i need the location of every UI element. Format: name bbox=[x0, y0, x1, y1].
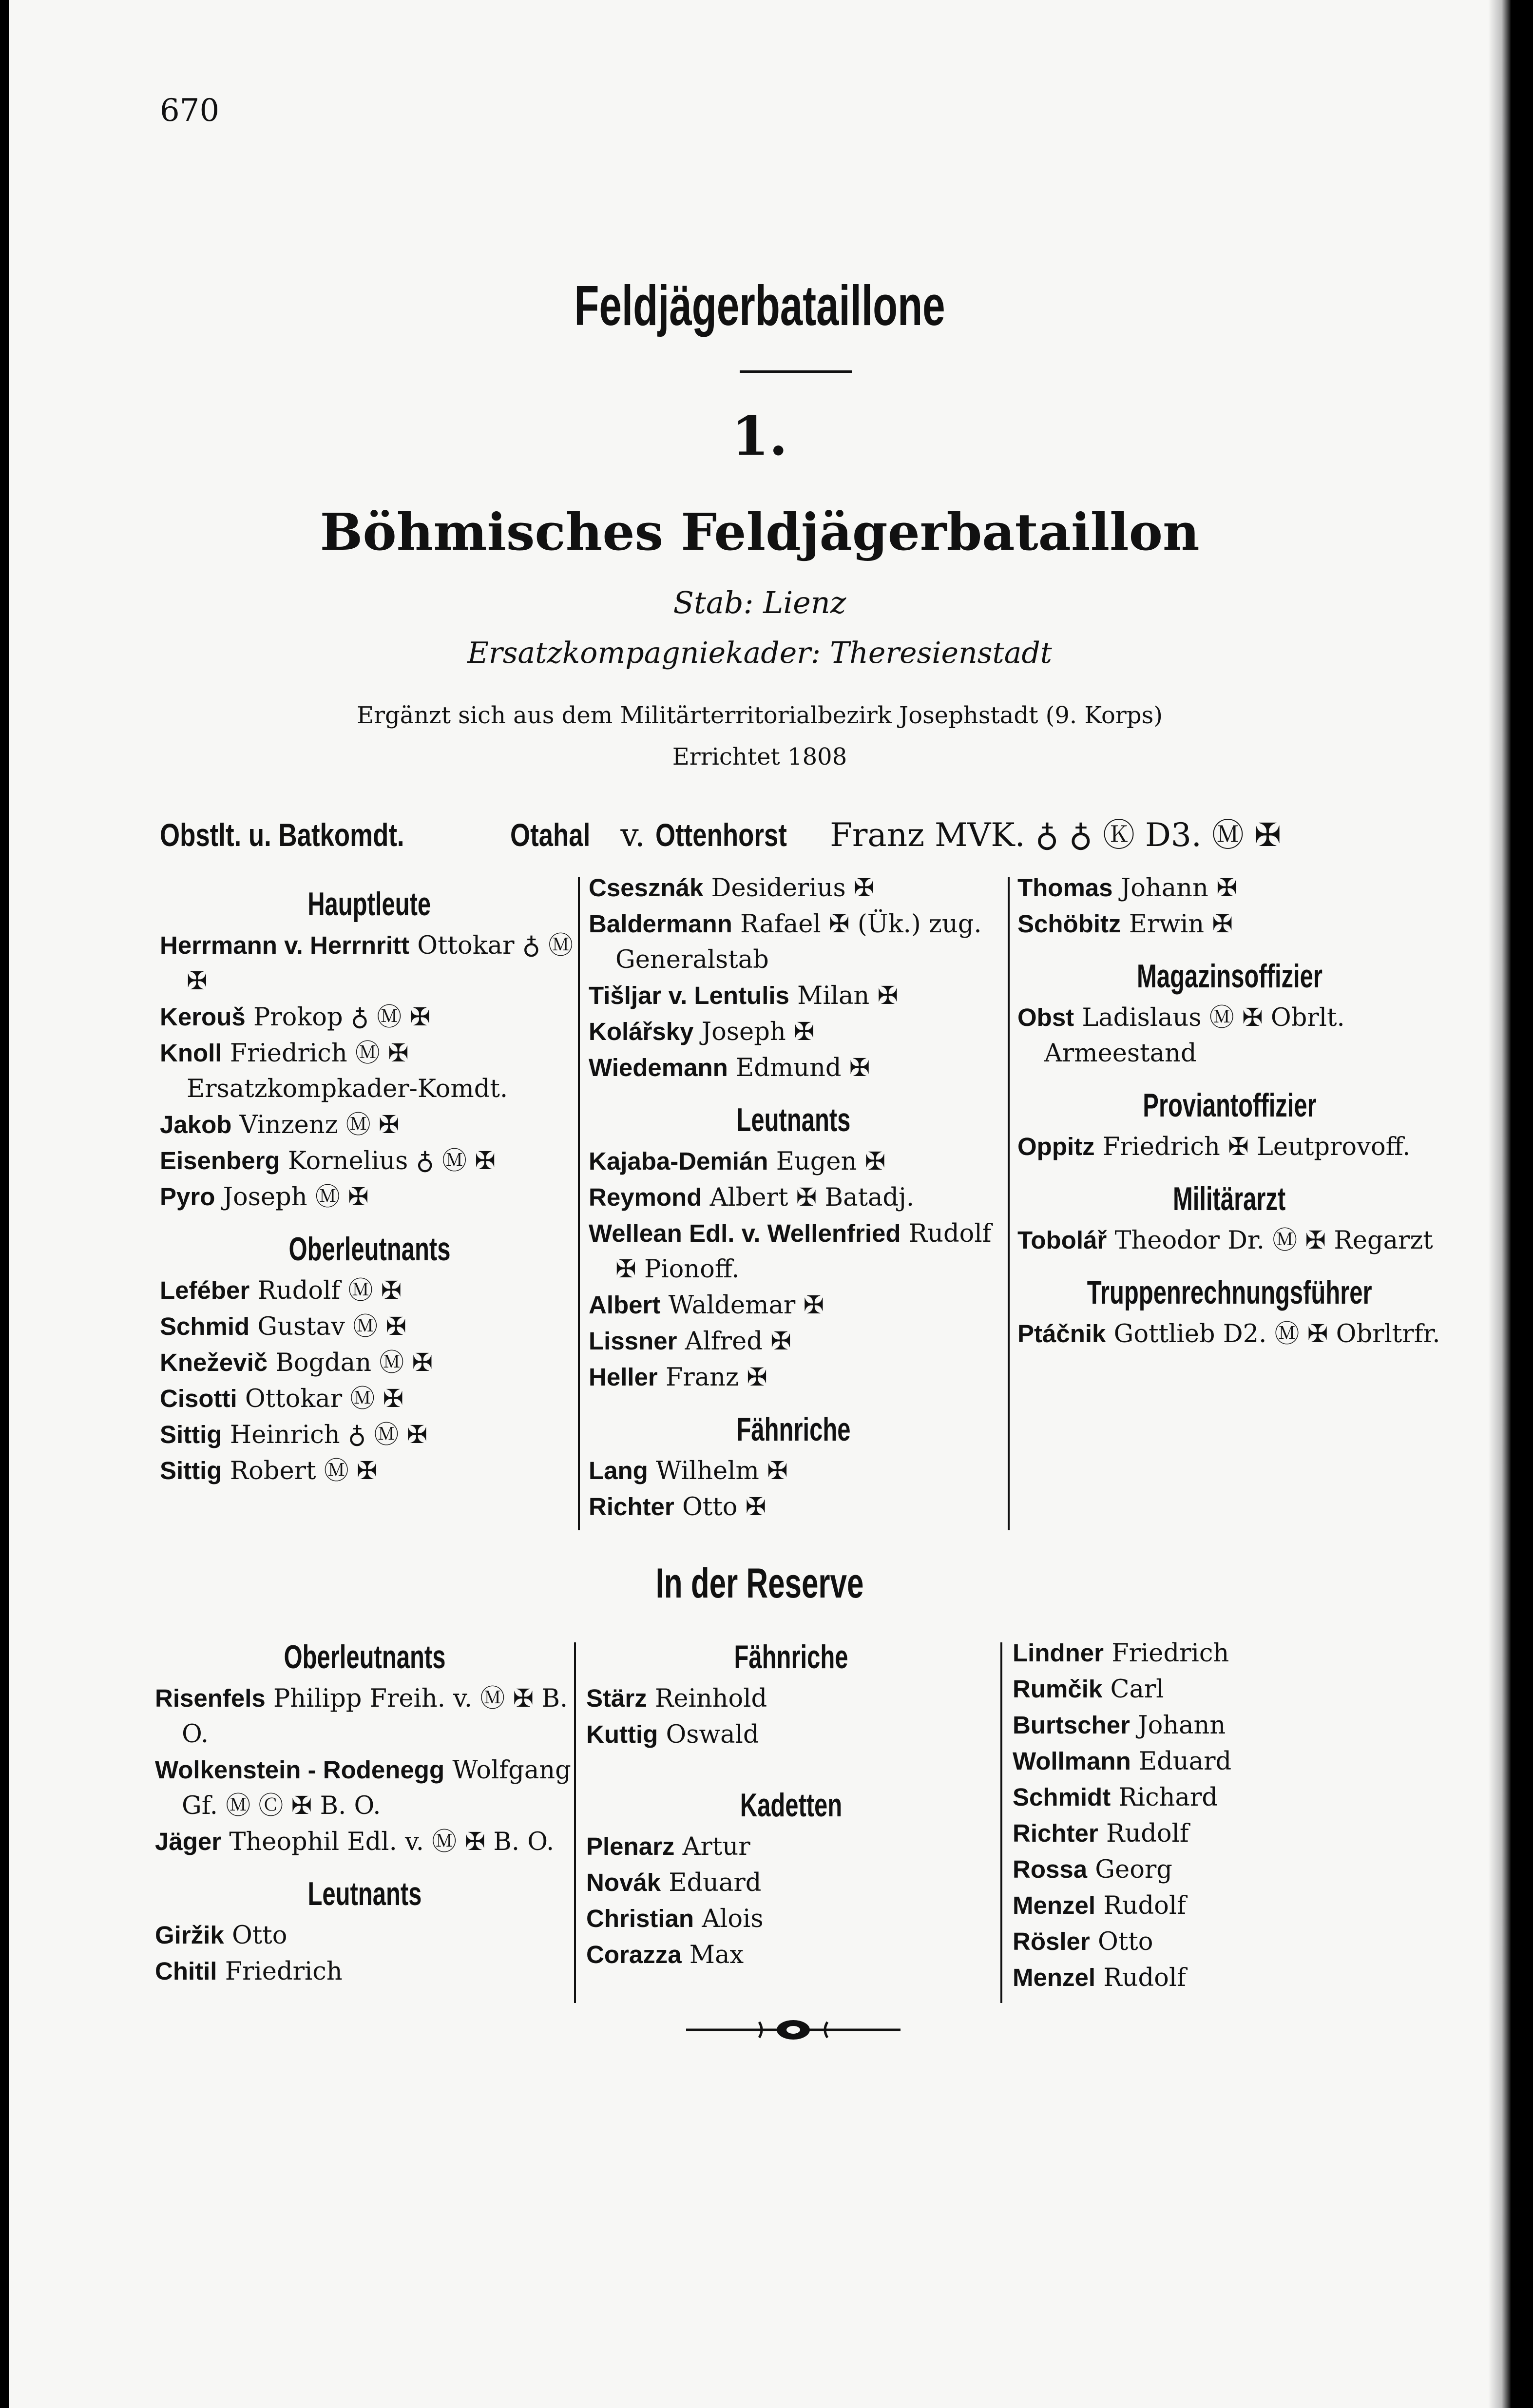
entry-details: Ottokar Ⓜ ✠ bbox=[245, 1385, 404, 1413]
entry-surname: Heller bbox=[589, 1363, 658, 1391]
entry-details: Erwin ✠ bbox=[1129, 910, 1233, 939]
staff-line: Stab: Lienz bbox=[673, 585, 846, 620]
entry bbox=[155, 1824, 574, 1860]
entry-details: Alois bbox=[702, 1905, 764, 1933]
entry-details: Rudolf ✠ Pionoff. bbox=[615, 1219, 992, 1284]
entry bbox=[155, 1917, 574, 1953]
scanned-page bbox=[9, 0, 1511, 2408]
lieutenants-list bbox=[589, 1143, 998, 1395]
entry-details: Joseph ✠ bbox=[701, 1018, 815, 1046]
battalion-name: Böhmisches Feldjägerbataillon bbox=[320, 502, 1200, 562]
entry-details: Artur bbox=[682, 1832, 750, 1861]
entry-surname: Schmidt bbox=[1013, 1783, 1111, 1811]
entry-details: Eduard bbox=[1138, 1747, 1232, 1776]
entry-surname: Novák bbox=[586, 1869, 661, 1896]
entry bbox=[589, 1287, 998, 1323]
magazine-officer-list bbox=[1017, 1000, 1441, 1071]
entry-details: Milan ✠ bbox=[797, 982, 899, 1010]
commander-line bbox=[160, 809, 1437, 855]
entry-details: Friedrich Ⓜ ✠ Ersatzkompkader-Komdt. bbox=[187, 1039, 508, 1103]
captains-list bbox=[160, 927, 579, 1215]
entry-surname: Kneževič bbox=[160, 1348, 268, 1376]
entry-surname: Schöbitz bbox=[1017, 910, 1121, 938]
entry-details: Oswald bbox=[666, 1720, 759, 1749]
entry bbox=[589, 1179, 998, 1215]
entry-details: Gottlieb D2. Ⓜ ✠ Obrltrfr. bbox=[1113, 1320, 1440, 1348]
reserve-first-lieutenants-list bbox=[155, 1680, 574, 1860]
first-lieutenants-cont-list bbox=[589, 870, 998, 1086]
reserve-cadets-cont-list bbox=[1013, 1635, 1432, 1996]
entry bbox=[589, 1050, 998, 1086]
entry bbox=[1013, 1779, 1432, 1815]
entry-details: Johann bbox=[1138, 1711, 1226, 1740]
entry bbox=[155, 1752, 574, 1824]
entry-surname: Albert bbox=[589, 1291, 661, 1319]
reserve-column-3 bbox=[1013, 1635, 1432, 1996]
entry-surname: Sittig bbox=[160, 1421, 222, 1448]
commander-rank: Obstlt. u. Batkomdt. bbox=[160, 817, 404, 853]
entry-details: Rudolf Ⓜ ✠ bbox=[257, 1276, 402, 1305]
entry-surname: Wiedemann bbox=[589, 1054, 728, 1081]
entry-surname: Wolkenstein - Rodenegg bbox=[155, 1756, 445, 1784]
entry bbox=[586, 1829, 996, 1865]
entry-surname: Kerouš bbox=[160, 1003, 246, 1031]
entry-surname: Tišljar v. Lentulis bbox=[589, 982, 789, 1009]
entry bbox=[160, 1035, 579, 1107]
entry-details: Gustav Ⓜ ✠ bbox=[257, 1312, 407, 1341]
entry-surname: Menzel bbox=[1013, 1891, 1096, 1919]
entry bbox=[1017, 870, 1441, 906]
entry bbox=[155, 1680, 574, 1752]
heading-magazine-officer: Magazinsoffizier bbox=[1136, 958, 1322, 995]
column-divider bbox=[1008, 877, 1010, 1530]
entry bbox=[589, 1143, 998, 1179]
ensigns-list bbox=[589, 1453, 998, 1525]
entry-surname: Christian bbox=[586, 1905, 694, 1932]
entry-surname: Herrmann v. Herrnritt bbox=[160, 931, 410, 959]
entry bbox=[589, 978, 998, 1014]
entry-details: Rudolf bbox=[1103, 1891, 1187, 1920]
entry bbox=[586, 1680, 996, 1716]
entry-details: Edmund ✠ bbox=[735, 1054, 870, 1082]
entry-surname: Tobolář bbox=[1017, 1226, 1107, 1254]
entry-details: Max bbox=[689, 1941, 744, 1969]
replacement-cadre-line: Ersatzkompagniekader: Theresienstadt bbox=[467, 636, 1052, 670]
entry-surname: Ptáčnik bbox=[1017, 1320, 1106, 1348]
paymaster-list bbox=[1017, 1316, 1441, 1352]
military-doctor-list bbox=[1017, 1222, 1441, 1258]
entry-surname: Richter bbox=[1013, 1819, 1098, 1847]
entry-details: Otto ✠ bbox=[682, 1493, 766, 1522]
entry bbox=[160, 1107, 579, 1143]
entry-details: Friedrich bbox=[225, 1957, 343, 1986]
reserve-column-1 bbox=[155, 1623, 574, 1989]
entry-surname: Richter bbox=[589, 1493, 674, 1521]
provisions-officer-list bbox=[1017, 1129, 1441, 1165]
heading-paymaster: Truppenrechnungsführer bbox=[1087, 1274, 1372, 1311]
column-3 bbox=[1017, 870, 1441, 1352]
entry-surname: Risenfels bbox=[155, 1684, 266, 1712]
heading-military-doctor: Militärarzt bbox=[1173, 1180, 1286, 1217]
entry-surname: Chitil bbox=[155, 1957, 217, 1985]
heading-lieutenants: Leutnants bbox=[736, 1101, 850, 1138]
entry-surname: Obst bbox=[1017, 1003, 1074, 1031]
entry-details: Theophil Edl. v. Ⓜ ✠ B. O. bbox=[229, 1828, 555, 1856]
entry-details: Richard bbox=[1118, 1783, 1218, 1812]
entry-details: Waldemar ✠ bbox=[668, 1291, 824, 1320]
entry bbox=[586, 1716, 996, 1753]
entry-surname: Plenarz bbox=[586, 1832, 675, 1860]
entry bbox=[160, 1381, 579, 1417]
entry bbox=[586, 1865, 996, 1901]
reserve-heading-first-lieutenants: Oberleutnants bbox=[284, 1638, 445, 1676]
commander-decorations: MVK. ♁ ♁ Ⓚ D3. Ⓜ ✠ bbox=[935, 816, 1282, 854]
entry-surname: Csesznák bbox=[589, 874, 704, 902]
entry-surname: Lissner bbox=[589, 1327, 677, 1355]
reserve-heading-ensigns: Fähnriche bbox=[734, 1638, 848, 1676]
entry bbox=[1013, 1743, 1432, 1779]
column-divider bbox=[578, 877, 580, 1530]
entry-surname: Thomas bbox=[1017, 874, 1113, 902]
entry bbox=[589, 1323, 998, 1359]
entry bbox=[160, 1417, 579, 1453]
entry-surname: Oppitz bbox=[1017, 1133, 1095, 1160]
entry-surname: Corazza bbox=[586, 1941, 682, 1968]
title-rule bbox=[740, 370, 852, 373]
entry-surname: Pyro bbox=[160, 1183, 215, 1211]
entry-details: Carl bbox=[1110, 1675, 1164, 1704]
entry-surname: Eisenberg bbox=[160, 1147, 280, 1175]
entry-details: Robert Ⓜ ✠ bbox=[230, 1457, 378, 1485]
entry-details: Rafael ✠ (Ük.) zug. Generalstab bbox=[615, 910, 982, 974]
entry-surname: Burtscher bbox=[1013, 1711, 1130, 1739]
entry bbox=[1013, 1707, 1432, 1743]
entry-details: Wolfgang Gf. Ⓜ Ⓒ ✠ B. O. bbox=[182, 1756, 571, 1820]
entry bbox=[589, 1489, 998, 1525]
entry-surname: Jäger bbox=[155, 1828, 222, 1855]
entry bbox=[160, 1272, 579, 1309]
entry-surname: Rossa bbox=[1013, 1855, 1088, 1883]
entry-surname: Wellean Edl. v. Wellenfried bbox=[589, 1219, 901, 1247]
entry-surname: Rumčik bbox=[1013, 1675, 1103, 1703]
reserve-column-2 bbox=[586, 1623, 996, 1973]
heading-provisions-officer: Proviantoffizier bbox=[1142, 1087, 1317, 1124]
entry-surname: Knoll bbox=[160, 1039, 222, 1067]
page-title: Feldjägerbataillone bbox=[574, 274, 945, 337]
entry bbox=[160, 1345, 579, 1381]
entry-surname: Leféber bbox=[160, 1276, 250, 1304]
commander-particle: v. bbox=[620, 816, 645, 854]
entry bbox=[1017, 1000, 1441, 1071]
entry bbox=[160, 1179, 579, 1215]
entry-details: Otto bbox=[1097, 1927, 1153, 1956]
entry bbox=[1013, 1815, 1432, 1851]
entry-surname: Sittig bbox=[160, 1457, 222, 1484]
entry-details: Friedrich ✠ Leutprovoff. bbox=[1102, 1133, 1411, 1161]
entry-details: Prokop ♁ Ⓜ ✠ bbox=[253, 1003, 431, 1032]
entry bbox=[1013, 1924, 1432, 1960]
heading-captains: Hauptleute bbox=[307, 886, 431, 923]
entry bbox=[589, 1014, 998, 1050]
entry bbox=[1017, 1222, 1441, 1258]
entry-details: Franz ✠ bbox=[665, 1363, 767, 1392]
entry-details: Rudolf bbox=[1103, 1964, 1187, 1992]
entry-surname: Wollmann bbox=[1013, 1747, 1131, 1775]
entry bbox=[1013, 1671, 1432, 1707]
entry-details: Otto bbox=[231, 1921, 287, 1950]
entry-surname: Menzel bbox=[1013, 1964, 1096, 1991]
entry bbox=[155, 1953, 574, 1989]
reserve-heading-lieutenants: Leutnants bbox=[307, 1875, 422, 1912]
entry bbox=[160, 1309, 579, 1345]
column-2 bbox=[589, 870, 998, 1525]
heading-first-lieutenants: Oberleutnants bbox=[288, 1231, 450, 1268]
entry-surname: Cisotti bbox=[160, 1385, 237, 1412]
commander-surname: Otahal bbox=[510, 817, 591, 853]
entry-surname: Stärz bbox=[586, 1684, 647, 1712]
entry bbox=[1013, 1960, 1432, 1996]
entry bbox=[586, 1937, 996, 1973]
entry-surname: Baldermann bbox=[589, 910, 732, 938]
entry-details: Heinrich ♁ Ⓜ ✠ bbox=[230, 1421, 428, 1449]
entry bbox=[586, 1901, 996, 1937]
entry bbox=[1013, 1888, 1432, 1924]
commander-given: Franz bbox=[830, 816, 925, 854]
reserve-heading-cadets: Kadetten bbox=[740, 1787, 842, 1824]
fleuron-ornament bbox=[686, 2015, 901, 2044]
entry bbox=[589, 906, 998, 978]
first-lieutenants-list bbox=[160, 1272, 579, 1489]
first-lieutenants-cont2-list bbox=[1017, 870, 1441, 942]
column-divider bbox=[1000, 1642, 1002, 2003]
entry bbox=[160, 1453, 579, 1489]
commander-surname2: Ottenhorst bbox=[655, 817, 787, 853]
entry-surname: Jakob bbox=[160, 1111, 232, 1138]
entry-details: Theodor Dr. Ⓜ ✠ Regarzt bbox=[1114, 1226, 1433, 1255]
entry bbox=[589, 1453, 998, 1489]
entry bbox=[1017, 1316, 1441, 1352]
entry-details: Bogdan Ⓜ ✠ bbox=[275, 1348, 433, 1377]
entry-details: Alfred ✠ bbox=[685, 1327, 791, 1356]
entry-details: Rudolf bbox=[1106, 1819, 1189, 1848]
entry-details: Joseph Ⓜ ✠ bbox=[223, 1183, 369, 1212]
reserve-lieutenants-list bbox=[155, 1917, 574, 1989]
entry bbox=[1017, 906, 1441, 942]
entry-surname: Kajaba-Demián bbox=[589, 1147, 768, 1175]
entry-details: Wilhelm ✠ bbox=[656, 1457, 788, 1485]
recruitment-line: Ergänzt sich aus dem Militärterritorialbezirk Josephstadt (9. Korps) bbox=[357, 702, 1163, 729]
entry bbox=[160, 999, 579, 1035]
column-divider bbox=[574, 1642, 576, 2003]
entry-details: Albert ✠ Batadj. bbox=[709, 1183, 915, 1212]
entry-details: Kornelius ♁ Ⓜ ✠ bbox=[287, 1147, 496, 1175]
entry-surname: Kuttig bbox=[586, 1720, 658, 1748]
reserve-cadets-list bbox=[586, 1829, 996, 1973]
entry-surname: Reymond bbox=[589, 1183, 702, 1211]
entry bbox=[1017, 1129, 1441, 1165]
entry-details: Desiderius ✠ bbox=[711, 874, 875, 903]
entry-details: Ladislaus Ⓜ ✠ Obrlt. Armeestand bbox=[1044, 1003, 1345, 1068]
entry-details: Eugen ✠ bbox=[776, 1147, 886, 1176]
entry-details: Friedrich bbox=[1111, 1639, 1229, 1668]
entry-details: Reinhold bbox=[654, 1684, 767, 1713]
entry-details: Philipp Freih. v. Ⓜ ✠ B. O. bbox=[182, 1684, 568, 1749]
entry-surname: Kolářsky bbox=[589, 1018, 694, 1045]
entry-surname: Lang bbox=[589, 1457, 648, 1484]
entry bbox=[1013, 1635, 1432, 1671]
entry-surname: Schmid bbox=[160, 1312, 250, 1340]
battalion-number: 1. bbox=[731, 405, 788, 467]
entry bbox=[589, 870, 998, 906]
entry-details: Georg bbox=[1095, 1855, 1172, 1884]
entry-details: Eduard bbox=[669, 1869, 762, 1897]
entry bbox=[1013, 1851, 1432, 1888]
entry-surname: Giržik bbox=[155, 1921, 224, 1949]
reserve-ensigns-list bbox=[586, 1680, 996, 1753]
entry-surname: Lindner bbox=[1013, 1639, 1104, 1667]
entry-details: Johann ✠ bbox=[1120, 874, 1237, 903]
entry bbox=[589, 1215, 998, 1287]
entry bbox=[160, 927, 579, 999]
entry-details: Vinzenz Ⓜ ✠ bbox=[239, 1111, 400, 1139]
entry bbox=[589, 1359, 998, 1395]
page-edge-shadow bbox=[1488, 0, 1511, 2408]
established-line: Errichtet 1808 bbox=[672, 743, 847, 771]
reserve-heading: In der Reserve bbox=[655, 1560, 864, 1607]
entry-surname: Rösler bbox=[1013, 1927, 1090, 1955]
entry bbox=[160, 1143, 579, 1179]
page-number: 670 bbox=[160, 93, 220, 129]
entry-details: Ottokar ♁ Ⓜ ✠ bbox=[187, 931, 574, 996]
column-1 bbox=[160, 870, 579, 1489]
heading-ensigns: Fähnriche bbox=[736, 1411, 850, 1448]
